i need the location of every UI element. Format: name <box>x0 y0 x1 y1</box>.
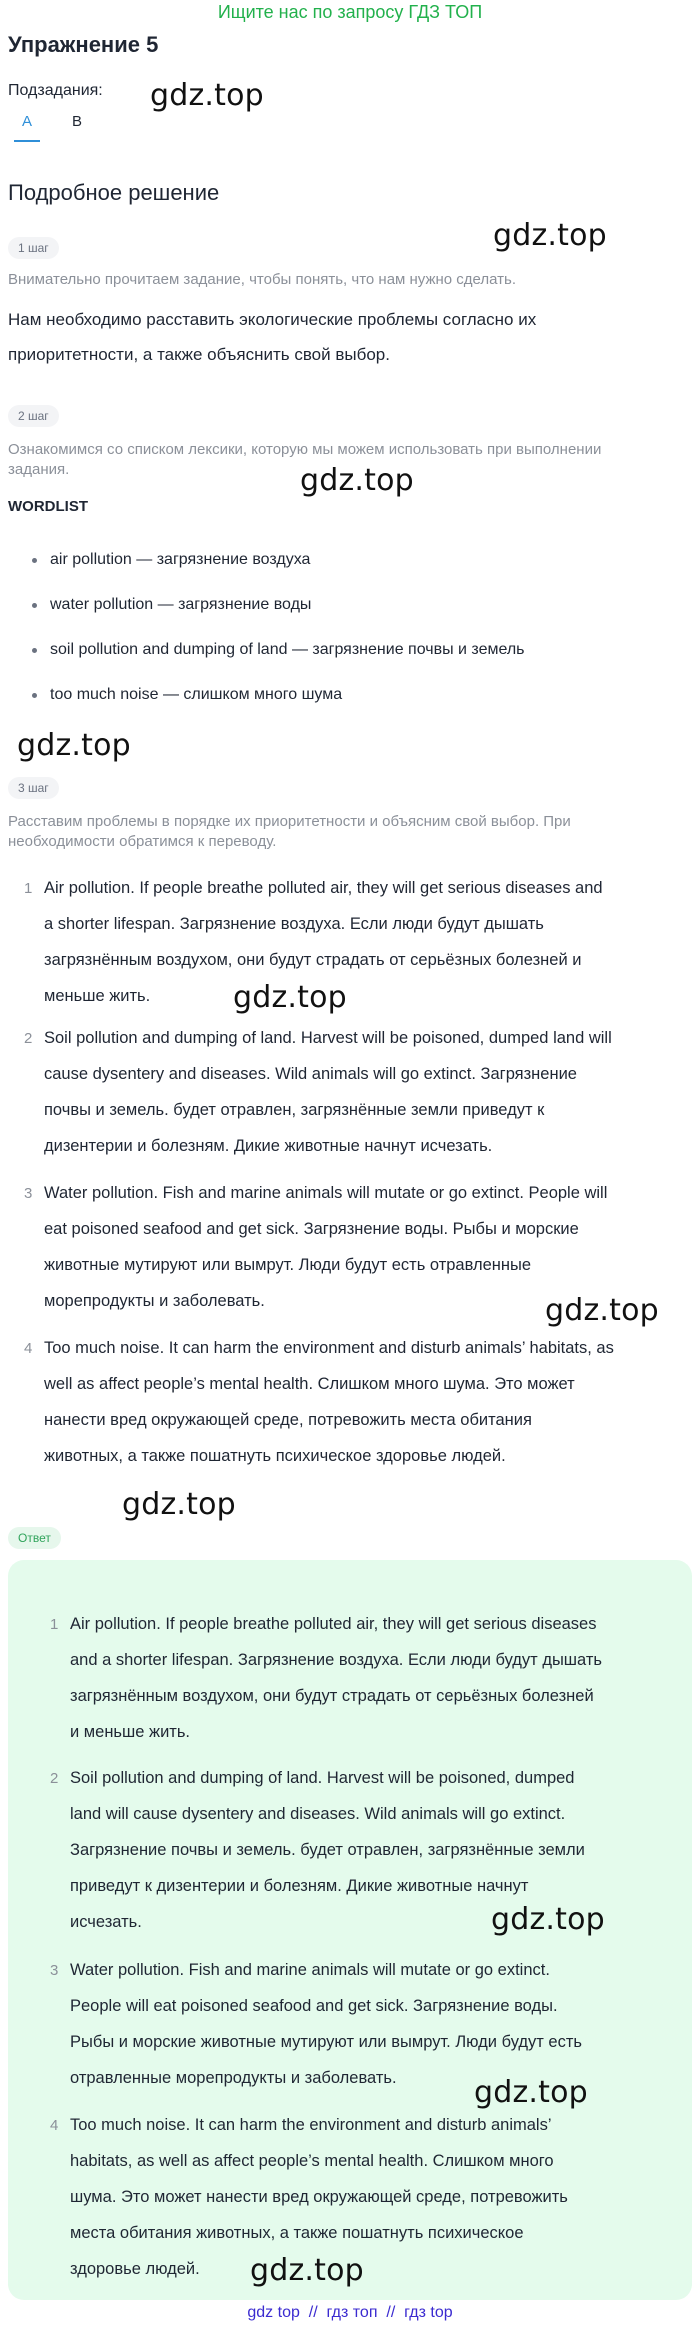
step-badge: 3 шаг <box>8 777 59 799</box>
item-number: 4 <box>50 2117 59 2134</box>
answer-badge: Ответ <box>8 1527 61 1549</box>
step-badge: 2 шаг <box>8 405 59 427</box>
list-item: water pollution — загрязнение воды <box>50 596 311 614</box>
watermark: gdz.top <box>493 218 607 253</box>
answer-line: Рыбы и морские животные мутируют или вымрут. Люди будут есть <box>70 2033 582 2051</box>
bullet-icon <box>32 558 37 563</box>
item-number: 2 <box>24 1030 33 1047</box>
watermark: gdz.top <box>150 78 264 113</box>
answer-line: Air pollution. If people breathe polluted air, they will get serious diseases <box>70 1615 597 1633</box>
step-instruction-line: необходимости обратимся к переводу. <box>8 833 277 850</box>
step-instruction-line: задания. <box>8 461 70 478</box>
solution-line: животных, а также пошатнуть психическое здоровье людей. <box>44 1447 506 1465</box>
answer-line: исчезать. <box>70 1913 142 1931</box>
wordlist-title: WORDLIST <box>8 498 88 515</box>
item-number: 4 <box>24 1340 33 1357</box>
watermark: gdz.top <box>491 1902 605 1937</box>
watermark: gdz.top <box>545 1293 659 1328</box>
bullet-icon <box>32 693 37 698</box>
solution-line: Soil pollution and dumping of land. Harvest will be poisoned, dumped land will <box>44 1029 612 1047</box>
solution-line: меньше жить. <box>44 987 151 1005</box>
item-number: 1 <box>24 880 33 897</box>
list-item: soil pollution and dumping of land — загрязнение почвы и земель <box>50 641 525 659</box>
watermark: gdz.top <box>17 728 131 763</box>
watermark: gdz.top <box>250 2253 364 2288</box>
answer-line: Загрязнение почвы и земель. будет отравлен, загрязнённые земли <box>70 1841 585 1859</box>
answer-line: отравленные морепродукты и заболевать. <box>70 2069 397 2087</box>
footer-links[interactable]: gdz top // гдз топ // гдз top <box>247 2304 453 2321</box>
step-text-line: Нам необходимо расставить экологические проблемы согласно их <box>8 310 537 329</box>
item-number: 2 <box>50 1770 59 1787</box>
subtasks-label: Подзадания: <box>8 82 103 99</box>
watermark: gdz.top <box>300 463 414 498</box>
watermark: gdz.top <box>233 980 347 1015</box>
answer-line: Water pollution. Fish and marine animals will mutate or go extinct. <box>70 1961 550 1979</box>
solution-line: cause dysentery and diseases. Wild animals will go extinct. Загрязнение <box>44 1065 577 1083</box>
tab-b[interactable]: B <box>71 113 82 130</box>
answer-line: шума. Это может нанести вред окружающей среде, потревожить <box>70 2188 568 2206</box>
answer-line: здоровье людей. <box>70 2260 200 2278</box>
step-text-line: приоритетности, а также объяснить свой выбор. <box>8 345 390 364</box>
answer-line: habitats, as well as affect people’s mental health. Слишком много <box>70 2152 554 2170</box>
answer-line: and a shorter lifespan. Загрязнение воздуха. Если люди будут дышать <box>70 1651 603 1669</box>
answer-line: места обитания животных, а также пошатнуть психическое <box>70 2224 524 2242</box>
solution-line: животные мутируют или вымрут. Люди будут есть отравленные <box>44 1256 532 1274</box>
step-badge: 1 шаг <box>8 237 59 259</box>
list-item: too much noise — слишком много шума <box>50 686 342 704</box>
solution-line: Too much noise. It can harm the environment and disturb animals’ habitats, as <box>44 1339 614 1357</box>
solution-line: загрязнённым воздухом, они будут страдать от серьёзных болезней и <box>44 951 582 969</box>
answer-line: и меньше жить. <box>70 1723 191 1741</box>
answer-line: загрязнённым воздухом, они будут страдать от серьёзных болезней <box>70 1687 594 1705</box>
step-instruction-line: Расставим проблемы в порядке их приоритетности и объясним свой выбор. При <box>8 813 571 830</box>
step-instruction-line: Ознакомимся со списком лексики, которую мы можем использовать при выполнении <box>8 441 602 458</box>
item-number: 3 <box>50 1962 59 1979</box>
answer-line: приведут к дизентерии и болезням. Дикие животные начнут <box>70 1877 529 1895</box>
solution-line: Air pollution. If people breathe polluted air, they will get serious diseases and <box>44 879 603 897</box>
bullet-icon <box>32 648 37 653</box>
item-number: 1 <box>50 1616 59 1633</box>
answer-line: Too much noise. It can harm the environment and disturb animals’ <box>70 2116 552 2134</box>
answer-line: land will cause dysentery and diseases. Wild animals will go extinct. <box>70 1805 566 1823</box>
solution-line: нанести вред окружающей среде, потревожить места обитания <box>44 1411 532 1429</box>
page-title: Упражнение 5 <box>8 32 159 57</box>
tab-a[interactable]: A <box>14 113 40 142</box>
answer-line: People will eat poisoned seafood and get sick. Загрязнение воды. <box>70 1997 558 2015</box>
solution-line: well as affect people’s mental health. Слишком много шума. Это может <box>44 1375 575 1393</box>
step-instruction: Внимательно прочитаем задание, чтобы понять, что нам нужно сделать. <box>8 271 517 288</box>
watermark: gdz.top <box>122 1487 236 1522</box>
solution-line: eat poisoned seafood and get sick. Загрязнение воды. Рыбы и морские <box>44 1220 579 1238</box>
solution-line: Water pollution. Fish and marine animals will mutate or go extinct. People will <box>44 1184 608 1202</box>
section-title: Подробное решение <box>8 180 220 205</box>
list-item: air pollution — загрязнение воздуха <box>50 551 310 569</box>
bullet-icon <box>32 603 37 608</box>
solution-line: a shorter lifespan. Загрязнение воздуха. Если люди будут дышать <box>44 915 544 933</box>
solution-line: почвы и земель. будет отравлен, загрязнённые земли приведут к <box>44 1101 545 1119</box>
watermark: gdz.top <box>474 2075 588 2110</box>
solution-line: дизентерии и болезням. Дикие животные начнут исчезать. <box>44 1137 493 1155</box>
answer-line: Soil pollution and dumping of land. Harvest will be poisoned, dumped <box>70 1769 575 1787</box>
search-banner: Ищите нас по запросу ГДЗ ТОП <box>217 2 483 22</box>
item-number: 3 <box>24 1185 33 1202</box>
solution-line: морепродукты и заболевать. <box>44 1292 265 1310</box>
